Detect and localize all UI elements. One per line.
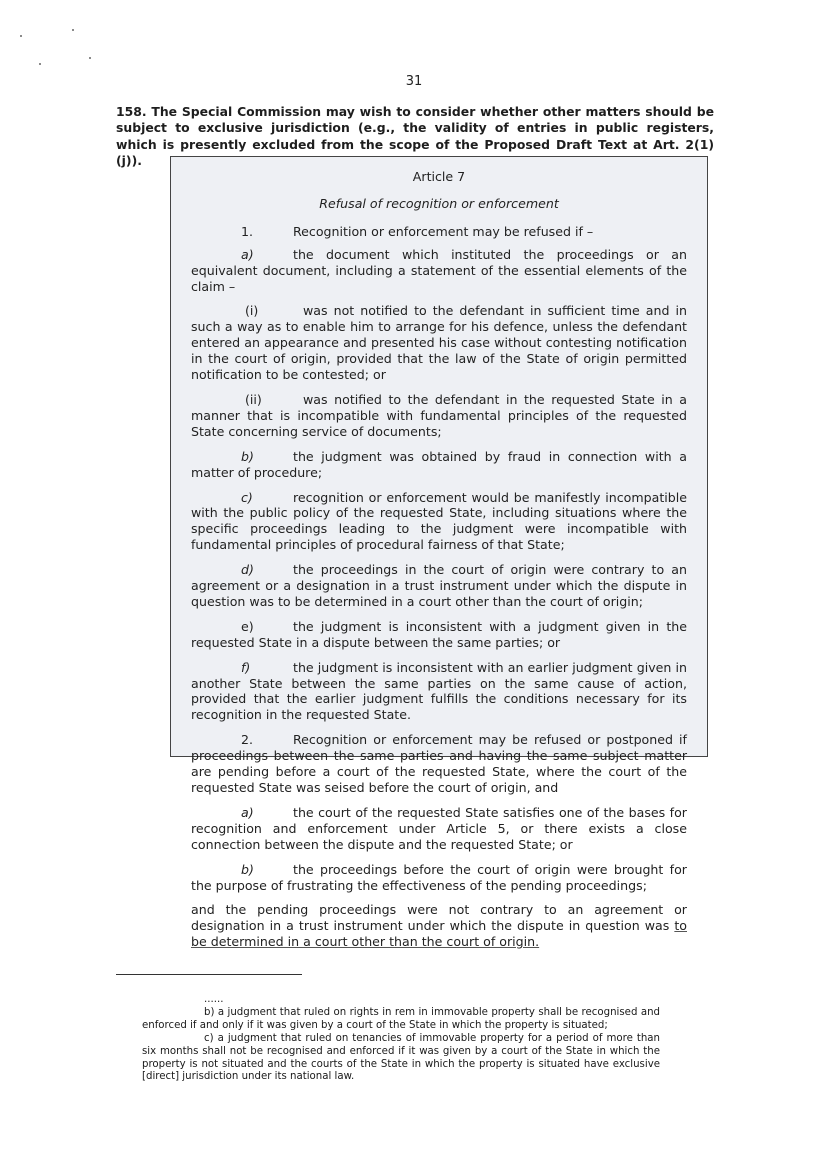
article-item-d bbox=[191, 562, 687, 610]
intro-paragraph: 158. The Special Commission may wish to consider whether other matters should be subject to exclusive jurisdiction (e.g., the validity of entries in public registers, which is presently excluded from the scope of the Proposed Draft Text at Art. 2(1)(j)). bbox=[116, 104, 714, 169]
article-paragraph-1 bbox=[191, 224, 687, 240]
article-item-c bbox=[191, 490, 687, 554]
article-subtitle: Refusal of recognition or enforcement bbox=[319, 195, 559, 211]
closing-text-start: and the pending proceedings were not contrary to an agreement or designation in a trust instrument under which the dispute in question was bbox=[191, 902, 687, 934]
scan-speck bbox=[20, 35, 22, 37]
closing-text-end: to be determined in a court other than the court of origin. bbox=[191, 918, 687, 950]
article-title: Article 7 bbox=[412, 169, 466, 184]
item-marker: b) bbox=[241, 861, 254, 877]
item-text: the proceedings in the court of origin were contrary to an agreement or a designation in a trust instrument under which the dispute in question was to be determined in a court other than the court of origin; bbox=[191, 562, 687, 609]
article-item-e bbox=[191, 619, 687, 651]
paragraph-marker: 2. bbox=[241, 732, 254, 748]
footnote bbox=[142, 994, 660, 1084]
item-text: the judgment is inconsistent with an earlier judgment given in another State between the same parties on the same cause of action, provided that the earlier judgment fulfills the conditions necessary for its recognition in the requested State. bbox=[191, 659, 687, 723]
item-marker: d) bbox=[241, 562, 254, 578]
article-paragraph-2-item-a bbox=[191, 805, 687, 853]
item-text: the proceedings before the court of origin were brought for the purpose of frustrating the effectiveness of the pending proceedings; bbox=[191, 861, 687, 893]
item-marker: a) bbox=[241, 246, 254, 262]
item-marker: f) bbox=[241, 659, 251, 675]
item-text: the court of the requested State satisfies one of the bases for recognition and enforcement under Article 5, or there exists a close connection between the dispute and the requested State; or bbox=[191, 804, 687, 852]
article-paragraph-2 bbox=[191, 732, 687, 796]
subitem-marker: (ii) bbox=[245, 391, 262, 407]
subitem-text: was not notified to the defendant in sufficient time and in such a way as to enable him to arrange for his defence, unless the defendant entered an appearance and presented his case without contesting notification in the court of origin, provided that the law of the State of origin permitted notification to be contested; or bbox=[191, 303, 687, 383]
article-box bbox=[170, 156, 708, 950]
subitem-text: was notified to the defendant in the requested State in a manner that is incompatible with fundamental principles of the requested State concerning service of documents; bbox=[191, 391, 687, 439]
page-number: 31 bbox=[405, 74, 423, 89]
footnote-item-c: c) a judgment that ruled on tenancies of immovable property for a period of more than six months shall not be recognised and enforced if it was given by a court of the State in which the property is not situated and the courts of the State in which the property is situated have exclusive [direct] jurisdiction under its national law. bbox=[142, 1032, 660, 1083]
item-marker: a) bbox=[241, 804, 254, 820]
scan-speck bbox=[72, 29, 74, 31]
scan-speck bbox=[39, 63, 41, 65]
item-text: recognition or enforcement would be manifestly incompatible with the public policy of the requested State, including situations where the specific proceedings leading to the judgment were incompatible with fundamental principles of procedural fairness of that State; bbox=[191, 489, 687, 553]
article-subitem-ii bbox=[191, 392, 687, 440]
item-text: the document which instituted the proceedings or an equivalent document, including a statement of the essential elements of the claim – bbox=[191, 246, 687, 294]
item-text: the judgment is inconsistent with a judgment given in the requested State in a dispute between the same parties; or bbox=[191, 618, 687, 650]
item-marker: e) bbox=[241, 618, 254, 634]
item-marker: b) bbox=[241, 448, 254, 464]
item-text: the judgment was obtained by fraud in connection with a matter of procedure; bbox=[191, 448, 687, 480]
paragraph-marker: 1. bbox=[241, 223, 254, 239]
footnote-item-b: b) a judgment that ruled on rights in rem in immovable property shall be recognised and enforced if and only if it was given by a court of the State in which the property is situated; bbox=[142, 1006, 660, 1031]
article-item-a bbox=[191, 247, 687, 295]
article-paragraph-2-item-b bbox=[191, 862, 687, 894]
footnote-ellipsis: ...... bbox=[204, 994, 224, 1005]
subitem-marker: (i) bbox=[245, 303, 259, 319]
article-subitem-i bbox=[191, 303, 687, 383]
paragraph-text: Recognition or enforcement may be refused if – bbox=[293, 223, 594, 239]
article-item-b bbox=[191, 449, 687, 481]
article-closing-text bbox=[191, 902, 687, 950]
article-item-f bbox=[191, 660, 687, 724]
paragraph-text: Recognition or enforcement may be refused or postponed if proceedings between the same parties and having the same subject matter are pending before a court of the requested State, where the court of the requested State was seised before the court of origin, and bbox=[191, 732, 687, 795]
footnote-rule bbox=[116, 974, 302, 975]
item-marker: c) bbox=[241, 489, 253, 505]
scan-speck bbox=[89, 57, 91, 59]
